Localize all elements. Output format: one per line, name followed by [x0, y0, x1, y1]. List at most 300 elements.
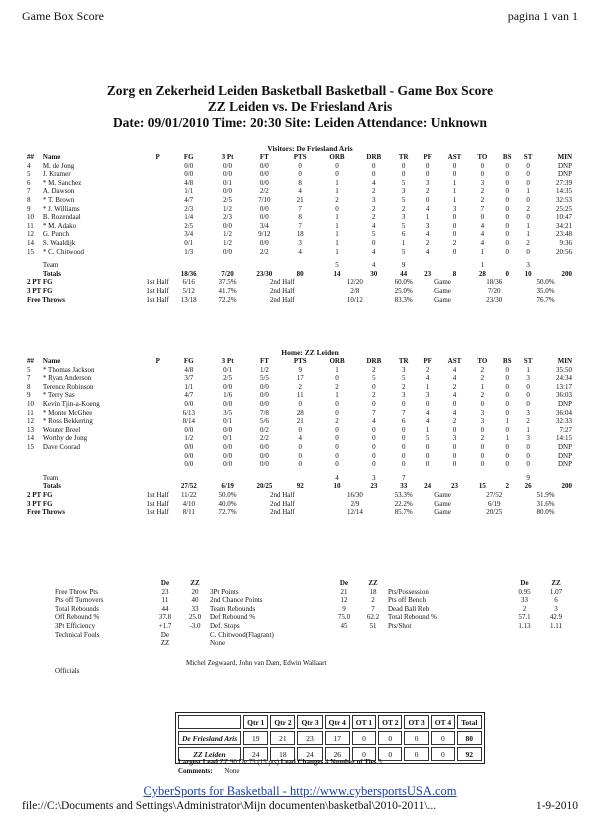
stat-cell: 1 — [452, 195, 457, 204]
lead-changes-label: Lead Changes — [280, 758, 324, 766]
stat-cell: DNP — [557, 170, 572, 179]
column-header: DRB — [366, 153, 382, 161]
player-row — [27, 205, 572, 214]
player-name: * Monte McGhee — [42, 408, 93, 417]
column-header: DRB — [366, 357, 382, 365]
stat-cell: 0/0 — [223, 221, 232, 230]
stat-cell — [27, 452, 43, 461]
stat-cell: 9/12 — [258, 230, 271, 239]
totals-cell — [147, 482, 169, 491]
stat-cell: 0 — [372, 460, 376, 469]
column-header: TR — [398, 153, 409, 161]
totals-cell — [27, 482, 43, 491]
stat-cell — [147, 426, 169, 435]
misc-cell: Free Throw Pts — [55, 587, 99, 596]
stat-cell — [147, 366, 169, 375]
quarter-score: 0 — [404, 731, 428, 745]
shooting-pct-row — [27, 296, 572, 305]
stat-cell: 4 — [425, 417, 430, 426]
stat-cell: 4 — [480, 230, 485, 239]
stat-cell: 5/6 — [259, 417, 269, 426]
stat-cell: 4 — [372, 221, 376, 230]
stat-cell: 2 — [452, 417, 457, 426]
stat-cell: 2 — [526, 238, 530, 247]
stat-cell: 2 — [480, 365, 485, 374]
stat-cell: 0 — [505, 425, 509, 434]
stat-cell — [147, 374, 169, 383]
pct-cell: 1st Half — [146, 499, 169, 508]
stat-cell: DNP — [557, 442, 572, 451]
stat-cell: 10 — [27, 213, 34, 222]
column-header: FG — [183, 153, 194, 161]
misc-cell — [55, 639, 150, 648]
stat-cell: 0 — [480, 460, 485, 469]
stat-cell: 0/0 — [259, 382, 269, 391]
misc-cell: 23 — [161, 587, 169, 596]
player-name: Kevin Tjin-a-Koeng — [42, 399, 100, 408]
stat-cell: 3 — [526, 408, 530, 417]
stat-cell: 2 — [372, 204, 376, 213]
stat-cell: 3 — [526, 374, 530, 383]
stat-cell: 0/0 — [223, 161, 232, 170]
misc-cell: Dead Ball Reb — [388, 604, 430, 613]
stat-cell: 0 — [526, 178, 530, 187]
stat-cell — [146, 187, 168, 196]
team-cell: Team — [42, 261, 59, 270]
stat-cell: 1/2 — [223, 230, 232, 239]
stat-cell: 8 — [298, 213, 302, 222]
stat-cell: 0/0 — [259, 161, 269, 170]
quarter-score-row — [178, 731, 482, 745]
pct-cell: 2/9 — [350, 499, 360, 508]
stat-cell: 1 — [401, 238, 406, 247]
pct-cell: 37.5% — [218, 278, 237, 287]
stat-cell — [146, 248, 168, 257]
totals-cell: 15 — [478, 482, 486, 491]
misc-cell: Pts/Shot — [388, 621, 412, 630]
stat-cell: 0 — [505, 204, 509, 213]
stat-cell: 2 — [480, 187, 485, 196]
player-name: * Ryan Anderson — [42, 374, 92, 383]
stat-cell: 0 — [505, 238, 509, 247]
stat-cell: 15 — [27, 247, 34, 256]
misc-cell: 45 — [340, 621, 348, 630]
pct-cell: 2nd Half — [269, 490, 295, 499]
player-name — [43, 460, 147, 469]
stat-cell: 0 — [425, 161, 430, 170]
totals-cell: Totals — [42, 482, 61, 491]
stat-cell: 21 — [296, 417, 304, 426]
player-name: Worthy de Jong — [42, 434, 88, 443]
quarter-header: Total — [457, 715, 481, 729]
stat-cell: 21 — [296, 195, 304, 204]
stat-cell: 4 — [425, 247, 430, 256]
misc-cell: C. Chitwood(Flagrant) — [210, 630, 274, 639]
stat-cell: 11 — [27, 408, 34, 417]
pct-cell: Game — [434, 286, 451, 295]
misc-cell: 6 — [554, 596, 558, 605]
pct-cell: 83.3% — [394, 295, 413, 304]
stat-cell: 13 — [27, 425, 34, 434]
stat-cell: 0 — [335, 170, 339, 179]
pct-cell: 51.9% — [536, 490, 555, 499]
stat-cell: 1 — [335, 365, 339, 374]
misc-row — [55, 639, 370, 648]
stat-cell: 1 — [526, 230, 530, 239]
pct-cell: Free Throws — [27, 508, 65, 517]
misc-cell: 9 — [342, 604, 346, 613]
misc-cell: +1.7 — [158, 621, 172, 630]
stat-cell: 0 — [401, 425, 406, 434]
team-cell — [416, 474, 440, 483]
stat-cell: 4 — [298, 187, 302, 196]
team-cell — [416, 261, 440, 270]
misc-cell: 1.11 — [550, 621, 562, 630]
totals-cell: 200 — [561, 482, 572, 491]
stat-cell: DNP — [557, 399, 572, 408]
player-name: * C. Chitwood — [42, 247, 84, 256]
totals-cell: 44 — [400, 269, 408, 278]
stat-cell: 9 — [298, 365, 302, 374]
stat-cell: 0 — [298, 170, 302, 179]
totals-cell: 23 — [370, 482, 378, 491]
shooting-pct-row — [27, 500, 572, 509]
player-name: Terence Robinson — [42, 382, 94, 391]
totals-cell: 33 — [400, 482, 408, 491]
stat-cell: 7/8 — [259, 408, 269, 417]
stat-cell: 0 — [452, 451, 457, 460]
misc-row — [330, 613, 478, 622]
pct-cell: 7/20 — [488, 286, 501, 295]
stat-cell: 28 — [296, 408, 304, 417]
stat-cell: 4/8 — [184, 178, 194, 187]
stat-cell: 0 — [480, 170, 485, 179]
stat-cell: 0 — [335, 408, 339, 417]
stat-cell: 0 — [298, 460, 302, 469]
misc-cell: 3Pt Efficiency — [55, 621, 96, 630]
quarter-header: Qtr 2 — [270, 715, 295, 729]
stat-cell: 0 — [505, 247, 509, 256]
misc-cell: None — [210, 639, 226, 648]
stat-cell: 2/5 — [223, 195, 232, 204]
quarter-score: 21 — [270, 731, 295, 745]
stat-cell: 1 — [505, 417, 509, 426]
shooting-pct-row — [27, 287, 572, 296]
stat-cell — [146, 222, 168, 231]
column-header: AST — [447, 357, 462, 365]
misc-cell: ZZ — [160, 639, 170, 648]
stat-cell: 8 — [298, 178, 302, 187]
quarter-header-row — [178, 715, 482, 729]
pct-cell: 1st Half — [146, 278, 169, 287]
pct-cell: 60.0% — [394, 278, 413, 287]
pct-cell: 53.3% — [394, 490, 413, 499]
stat-cell: 3 — [401, 213, 406, 222]
pct-cell: 12/14 — [346, 508, 363, 517]
totals-cell: 24 — [424, 482, 432, 491]
stat-cell: 0 — [452, 399, 457, 408]
totals-cell: 6/19 — [221, 482, 234, 491]
misc-cell: 0.95 — [518, 587, 531, 596]
totals-cell: 14 — [333, 269, 341, 278]
totals-cell: 80 — [296, 269, 304, 278]
stat-cell: 0/0 — [223, 382, 233, 391]
team-name: De Friesland Aris — [178, 731, 241, 745]
team-cell — [27, 261, 43, 270]
quarter-header: OT 3 — [404, 715, 428, 729]
player-row — [27, 170, 572, 179]
misc-cell: Off Rebound % — [55, 613, 100, 622]
misc-cell: 2 — [522, 604, 527, 613]
stat-cell: 0 — [401, 451, 406, 460]
misc-cell: 11 — [161, 596, 169, 605]
stat-cell: 1 — [452, 187, 457, 196]
stat-cell: 3 — [425, 178, 430, 187]
quarter-score: 80 — [457, 731, 481, 745]
column-header: ST — [523, 357, 533, 365]
player-row — [27, 426, 572, 435]
pct-cell: 40.0% — [218, 499, 237, 508]
comments-label: Comments: — [178, 767, 213, 775]
totals-cell: 27/52 — [180, 482, 197, 491]
stat-cell: 1/4 — [184, 213, 194, 222]
stat-cell — [147, 391, 169, 400]
stat-cell: 7:27 — [559, 425, 572, 434]
totals-cell: 26 — [524, 482, 532, 491]
stat-cell: 5 — [425, 434, 430, 443]
stat-cell: 0/0 — [259, 391, 269, 400]
misc-cell: 20 — [191, 587, 199, 596]
totals-cell: 0 — [505, 269, 509, 278]
misc-cell: 1.13 — [518, 621, 531, 630]
totals-cell: 2 — [505, 482, 509, 491]
largest-lead-label: Largest Lead — [178, 758, 218, 766]
team-cell: 3 — [372, 473, 376, 482]
misc-cell: 57.1 — [518, 613, 531, 622]
stat-cell: 0/0 — [259, 213, 269, 222]
stat-cell: 0 — [335, 204, 339, 213]
stat-cell: 1 — [526, 365, 530, 374]
stat-cell: 1 — [335, 391, 339, 400]
stat-cell: 0 — [526, 170, 530, 179]
stat-cell: 0/0 — [184, 442, 194, 451]
stat-cell: 34:21 — [556, 221, 572, 230]
stat-cell: 23:48 — [556, 230, 572, 239]
stat-cell: 2 — [452, 382, 457, 391]
misc-cell: 18 — [369, 587, 377, 596]
stat-cell: 2 — [372, 213, 376, 222]
quarter-header: OT 4 — [431, 715, 455, 729]
misc-cell: Team Rebounds — [210, 604, 256, 613]
stat-cell: 0 — [298, 425, 302, 434]
stat-cell: 0/0 — [223, 460, 233, 469]
home-header-row — [27, 357, 572, 366]
stat-cell: 0 — [372, 442, 376, 451]
stat-cell: 4 — [372, 178, 376, 187]
stat-cell: 0/0 — [184, 425, 194, 434]
stat-cell: 0/0 — [223, 442, 233, 451]
pct-cell: Free Throws — [27, 295, 65, 304]
player-row — [27, 222, 572, 231]
player-row — [27, 239, 572, 248]
stat-cell: 2 — [372, 187, 376, 196]
totals-row — [27, 270, 572, 279]
stat-cell — [147, 434, 169, 443]
stat-cell: 0 — [401, 434, 406, 443]
stat-cell: 0 — [526, 161, 530, 170]
pct-cell: 3 PT FG — [27, 499, 53, 508]
player-name: S. Waaldijk — [42, 238, 76, 247]
report-title: Zorg en Zekerheid Leiden Basketball Basketball - Game Box Score — [106, 83, 494, 98]
pct-cell: 2 PT FG — [27, 278, 53, 287]
stat-cell: 0/0 — [184, 161, 194, 170]
player-row — [27, 179, 572, 188]
stat-cell: 4 — [27, 161, 31, 170]
stat-cell: 4/7 — [184, 195, 194, 204]
stat-cell: 0 — [505, 221, 509, 230]
stat-cell: 2 — [335, 195, 339, 204]
stat-cell: 0/0 — [259, 238, 269, 247]
pct-cell: 6/16 — [182, 278, 195, 287]
player-name: * Thomas Jackson — [42, 365, 95, 374]
pct-cell: 1st Half — [146, 490, 169, 499]
player-name: * Ross Bekkering — [42, 417, 93, 426]
quarter-score: 0 — [431, 731, 455, 745]
cybersports-link-wrap — [0, 782, 600, 800]
pct-cell: 22.2% — [394, 499, 413, 508]
stat-cell — [146, 230, 168, 239]
totals-cell: 200 — [561, 269, 572, 278]
stat-cell: 0 — [372, 238, 376, 247]
stat-cell: 0 — [452, 425, 457, 434]
stat-cell: 13:17 — [556, 382, 572, 391]
stat-cell: 6 — [401, 230, 406, 239]
totals-row — [27, 482, 572, 491]
player-name: J. Kramer — [42, 170, 71, 179]
stat-cell: 0 — [505, 161, 509, 170]
stat-cell: DNP — [557, 451, 572, 460]
column-header: FT — [259, 357, 269, 365]
misc-right-head-de: De — [520, 579, 529, 587]
stat-cell: 0 — [425, 399, 430, 408]
misc-cell: 12 — [340, 596, 348, 605]
stat-cell: 0/2 — [259, 425, 269, 434]
stat-cell: 3 — [452, 204, 457, 213]
stat-cell: 5 — [27, 170, 31, 179]
stat-cell: 4 — [480, 221, 485, 230]
stat-cell: 7 — [298, 221, 302, 230]
misc-cell: 3Pt Points — [210, 587, 239, 596]
cybersports-link[interactable]: CyberSports for Basketball - http://www.cybersportsUSA.com — [143, 784, 457, 798]
player-row — [27, 248, 572, 257]
misc-cell: 2nd Chance Points — [210, 596, 263, 605]
stat-cell: 1 — [452, 178, 457, 187]
misc-cell: 44 — [161, 604, 169, 613]
quarter-header: Qtr 4 — [325, 715, 350, 729]
team-row — [27, 474, 572, 483]
stat-cell: 8 — [27, 195, 31, 204]
pct-cell: 41.7% — [218, 286, 237, 295]
misc-row — [55, 622, 370, 631]
stat-cell: 3 — [401, 391, 406, 400]
stat-cell: 5 — [401, 178, 406, 187]
quarter-header: Qtr 3 — [297, 715, 322, 729]
team-cell — [537, 474, 572, 483]
stat-cell: 0/0 — [223, 170, 232, 179]
column-header: MIN — [557, 153, 572, 161]
quarter-score: 19 — [243, 731, 268, 745]
column-header: ORB — [329, 153, 345, 161]
visitors-caption: Visitors: De Friesland Aris — [267, 144, 353, 153]
team-row — [27, 261, 572, 270]
stat-cell: 3 — [425, 391, 430, 400]
team-cell — [169, 474, 209, 483]
stat-cell: 1/2 — [223, 238, 232, 247]
stat-cell — [146, 162, 168, 171]
stat-cell: 3 — [372, 195, 376, 204]
stat-cell: 4 — [425, 204, 430, 213]
shooting-pct-row — [27, 508, 572, 517]
stat-cell: 0 — [425, 195, 430, 204]
stat-cell: 0/0 — [223, 187, 232, 196]
quarter-score: 23 — [297, 731, 322, 745]
officials-label: Officials — [55, 667, 80, 675]
stat-cell: 0 — [335, 374, 339, 383]
pct-cell: 2/8 — [350, 286, 360, 295]
misc-cell: Def Rebound % — [210, 613, 256, 622]
stat-cell: 7 — [372, 408, 376, 417]
quarter-score: 18 — [270, 747, 295, 761]
stat-cell: 0 — [452, 170, 457, 179]
comments-line — [178, 767, 240, 776]
misc-row — [330, 596, 478, 605]
team-cell — [27, 474, 43, 483]
player-name: Dave Coorad — [42, 442, 81, 451]
stat-cell: 5 — [27, 365, 31, 374]
pct-cell: Game — [434, 490, 451, 499]
print-header-page: pagina 1 van 1 — [507, 9, 578, 23]
totals-cell: 28 — [478, 269, 486, 278]
stat-cell: 2 — [526, 204, 530, 213]
stat-cell: 12 — [27, 417, 34, 426]
team-cell: 5 — [335, 261, 339, 270]
team-cell — [282, 474, 318, 483]
stat-cell: 1/6 — [223, 391, 233, 400]
column-header: AST — [447, 153, 462, 161]
stat-cell: 2 — [480, 391, 485, 400]
shooting-pct-row — [27, 278, 572, 287]
ties-label: Number of Ties — [330, 758, 377, 766]
stat-cell: 0 — [505, 195, 509, 204]
pct-cell: 50.0% — [536, 278, 555, 287]
stat-cell: 1 — [425, 382, 430, 391]
stat-cell: 0 — [505, 399, 509, 408]
stat-cell: 1/1 — [184, 382, 194, 391]
team-cell: 4 — [372, 261, 376, 270]
misc-cell: 7 — [371, 604, 375, 613]
stat-cell: 1 — [480, 247, 485, 256]
player-row — [27, 460, 572, 469]
player-row — [27, 391, 572, 400]
stat-cell — [146, 205, 168, 214]
pct-cell: 72.2% — [218, 295, 237, 304]
player-row — [27, 409, 572, 418]
misc-cell: Pts off Turnovers — [55, 596, 104, 605]
pct-cell: 25.0% — [394, 286, 413, 295]
stat-cell: 0/0 — [223, 425, 233, 434]
column-header: P — [155, 153, 160, 161]
stat-cell: 8/14 — [182, 417, 196, 426]
